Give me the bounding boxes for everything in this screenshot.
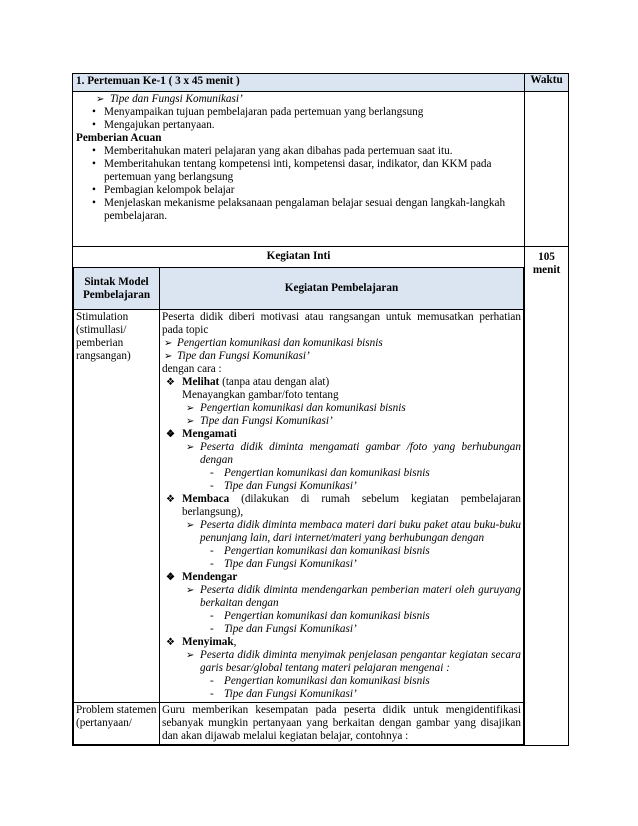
intro-bullet: • Mengajukan pertanyaan.: [76, 119, 521, 132]
acuan-bullet: • Memberitahukan tentang kompetensi inti, kompetensi dasar, indikator, dan KKM pada pertemuan yang berlangsung: [76, 158, 521, 184]
acuan-bullet: • Pembagian kelompok belajar: [76, 184, 521, 197]
meeting-title: 1. Pertemuan Ke-1 ( 3 x 45 menit ): [73, 74, 525, 92]
mengamati-text: ➢ Peserta didik diminta mengamati gambar /foto yang berhubungan dengan: [162, 441, 521, 467]
mendengar-sub: - Tipe dan Fungsi Komunikasi’: [162, 623, 521, 636]
acuan-title: Pemberian Acuan: [76, 132, 162, 144]
intro-waktu-cell: [525, 92, 569, 247]
mengamati-sub: - Tipe dan Fungsi Komunikasi’: [162, 480, 521, 493]
dengan-cara: dengan cara :: [162, 363, 222, 375]
mendengar-item: ❖ Mendengar: [162, 571, 521, 584]
waktu-header: Waktu: [525, 74, 569, 92]
intro-bullet: • Menyampaikan tujuan pembelajaran pada pertemuan yang berlangsung: [76, 106, 521, 119]
melihat-item: ❖ Melihat (tanpa atau dengan alat): [162, 376, 521, 389]
stimulation-intro: Peserta didik diberi motivasi atau rangsangan untuk memusatkan perhatian pada topic: [162, 311, 521, 336]
menyimak-text: ➢ Peserta didik diminta menyimak penjelasan pengantar kegiatan secara garis besar/global tentang materi pelajaran mengenai :: [162, 649, 521, 675]
kegiatan-table: [73, 267, 524, 745]
mendengar-text: ➢ Peserta didik diminta mendengarkan pemberian materi oleh guruyang berkaitan dengan: [162, 584, 521, 610]
problem-label: Problem statemen (pertanyaan/: [74, 703, 160, 745]
acuan-bullet: • Menjelaskan mekanisme pelaksanaan pengalaman belajar sesuai dengan langkah-langkah pembelajaran.: [76, 197, 521, 223]
col-sintak: Sintak Model Pembelajaran: [74, 268, 160, 310]
mengamati-sub: - Pengertian komunikasi dan komunikasi bisnis: [162, 467, 521, 480]
mendengar-sub: - Pengertian komunikasi dan komunikasi bisnis: [162, 610, 521, 623]
menyimak-sub: - Tipe dan Fungsi Komunikasi’: [162, 688, 521, 701]
melihat-sub: ➢ Pengertian komunikasi dan komunikasi bisnis: [162, 402, 521, 415]
waktu-value: 105: [538, 251, 555, 263]
col-kegiatan: Kegiatan Pembelajaran: [160, 268, 524, 310]
kegiatan-inti-title: Kegiatan Inti: [266, 250, 331, 262]
kegiatan-inti-cell: [73, 247, 525, 746]
topic-item: ➢ Pengertian komunikasi dan komunikasi bisnis: [162, 337, 521, 350]
problem-content: Guru memberikan kesempatan pada peserta didik untuk mengidentifikasi sebanyak mungkin pertanyaan yang berkaitan dengan gambar yang disajikan dan akan dijawab melalui kegiatan belajar, contohnya :: [160, 703, 524, 745]
intro-arrow-item: ➢ Tipe dan Fungsi Komunikasi’: [76, 93, 521, 106]
intro-cell: [73, 92, 525, 247]
mengamati-item: ❖ Mengamati: [162, 428, 521, 441]
membaca-text: ➢ Peserta didik diminta membaca materi dari buku paket atau buku-buku penunjang lain, dari internet/materi yang berhubungan dengan: [162, 519, 521, 545]
acuan-bullet: • Memberitahukan materi pelajaran yang akan dibahas pada pertemuan saat itu.: [76, 145, 521, 158]
menyimak-item: ❖ Menyimak,: [162, 636, 521, 649]
stimulation-label: Stimulation (stimullasi/ pemberian rangsangan): [74, 310, 160, 703]
waktu-unit: menit: [532, 264, 561, 276]
menyimak-sub: - Pengertian komunikasi dan komunikasi bisnis: [162, 675, 521, 688]
melihat-sub: ➢ Tipe dan Fungsi Komunikasi’: [162, 415, 521, 428]
topic-item: ➢ Tipe dan Fungsi Komunikasi’: [162, 350, 521, 363]
melihat-line: Menayangkan gambar/foto tentang: [182, 389, 339, 401]
stimulation-content: [160, 310, 524, 703]
kegiatan-waktu-cell: [525, 247, 569, 746]
membaca-sub: - Tipe dan Fungsi Komunikasi’: [162, 558, 521, 571]
membaca-item: ❖ Membaca (dilakukan di rumah sebelum kegiatan pembelajaran berlangsung),: [162, 493, 521, 519]
lesson-plan-table: [72, 73, 569, 746]
membaca-sub: - Pengertian komunikasi dan komunikasi bisnis: [162, 545, 521, 558]
